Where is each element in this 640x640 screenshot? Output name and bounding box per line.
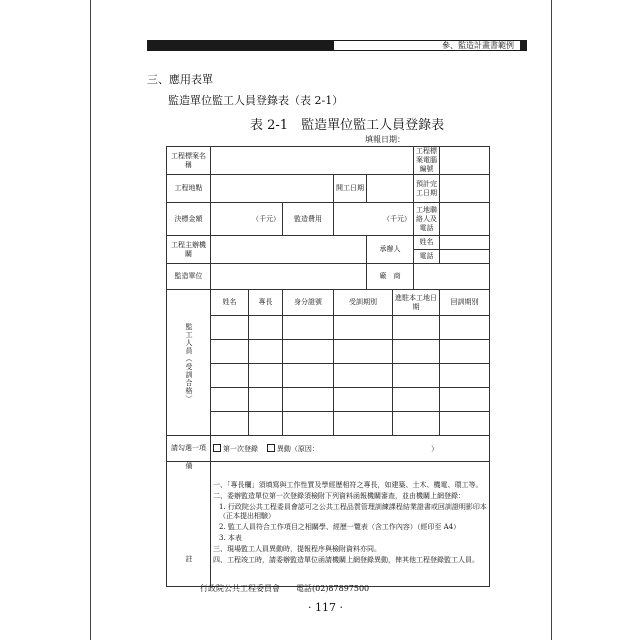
field-project-name[interactable] — [211, 147, 414, 175]
label-project-name: 工程標案名稱 — [167, 147, 211, 175]
cell[interactable] — [283, 412, 334, 436]
field-factory-vendor[interactable] — [414, 264, 490, 290]
cell[interactable] — [211, 388, 249, 412]
cell[interactable] — [283, 316, 334, 340]
cell[interactable] — [211, 364, 249, 388]
staff-label-text: 監工人員（受訓合格） — [185, 322, 193, 403]
label-supervision-unit: 監造單位 — [167, 264, 211, 290]
section-title: 三、應用表單 — [147, 73, 213, 86]
staff-row — [167, 412, 490, 436]
label-location: 工程地點 — [167, 175, 211, 203]
remark-4: 四、工程竣工時，請委辦監造單位函請機關上網登錄異動，俾其他工程登錄監工人員。 — [213, 556, 479, 564]
cell[interactable] — [249, 316, 283, 340]
remark-2-1: 1. 行政院公共工程委員會認可之公共工程品質管理訓練課程結業證書或回訓證明影印本（正本提出相驗） — [219, 503, 487, 520]
cell[interactable] — [249, 412, 283, 436]
col-specialty: 專長 — [249, 290, 283, 316]
cell[interactable] — [393, 412, 440, 436]
cell[interactable] — [440, 388, 490, 412]
field-phone[interactable] — [440, 250, 490, 264]
label-phone: 電話 — [414, 250, 440, 264]
cell[interactable] — [334, 316, 393, 340]
footer-contact: 行政院公共工程委員會 電話(02)87897500 — [200, 584, 370, 593]
remark-1: 一、「專長欄」須填寫與工作性質及學經歷相符之專長，如建築、土木、機電、環工等。 — [213, 481, 483, 489]
option-change: 異動（原因： — [276, 444, 319, 453]
cell[interactable] — [334, 388, 393, 412]
cell[interactable] — [393, 340, 440, 364]
cell[interactable] — [440, 340, 490, 364]
cell[interactable] — [249, 388, 283, 412]
cell[interactable] — [211, 412, 249, 436]
cell[interactable] — [211, 340, 249, 364]
staff-row — [167, 340, 490, 364]
label-start-date: 開工日期 — [334, 175, 367, 203]
cell[interactable] — [334, 340, 393, 364]
field-start-date[interactable] — [367, 175, 414, 203]
label-check-one: 請勾選一項 — [167, 436, 211, 462]
col-id-number: 身分證號 — [283, 290, 334, 316]
field-location[interactable] — [211, 175, 334, 203]
label-site-contact: 工地聯絡人及電話 — [414, 203, 440, 236]
cell[interactable] — [393, 316, 440, 340]
col-retraining-period: 回訓期別 — [440, 290, 490, 316]
col-arrival-date: 進駐本工地日期 — [393, 290, 440, 316]
cell[interactable] — [393, 364, 440, 388]
label-name: 姓名 — [414, 236, 440, 250]
remarks-content — [211, 462, 490, 587]
staff-row — [167, 364, 490, 388]
cell[interactable] — [283, 340, 334, 364]
staff-row — [167, 316, 490, 340]
header-tab: 參、監造計畫書範例 — [333, 40, 521, 51]
fill-date-label: 填報日期： — [365, 135, 405, 144]
checkbox-change[interactable] — [267, 444, 275, 452]
cell[interactable] — [334, 364, 393, 388]
field-supervision-unit[interactable] — [211, 264, 367, 290]
cell[interactable] — [283, 388, 334, 412]
remark-2-2: 2. 監工人員符合工作項目之相關學、經歷一覽表（含工作內容）（經印至 A4） — [219, 523, 461, 531]
cell[interactable] — [211, 316, 249, 340]
label-expected-completion: 預計完工日期 — [414, 175, 440, 203]
label-supervision-fee: 監造費用 — [283, 203, 334, 236]
field-host-agency[interactable] — [211, 236, 367, 264]
cell[interactable] — [249, 340, 283, 364]
remark-3: 三、現場監工人員異動時，提報程序與檢附資料亦同。 — [213, 545, 381, 553]
col-training-period: 受訓期別 — [334, 290, 393, 316]
label-factory-vendor: 廠 商 — [367, 264, 414, 290]
section-subtitle: 監造單位監工人員登錄表（表 2-1） — [168, 94, 344, 107]
cell[interactable] — [393, 388, 440, 412]
unit-thousand: （千元） — [211, 203, 283, 236]
checkbox-first-login[interactable] — [213, 444, 221, 452]
label-contractor-person: 承辦人 — [367, 236, 414, 264]
label-host-agency: 工程主辦機關 — [167, 236, 211, 264]
field-name[interactable] — [440, 236, 490, 250]
registration-form — [166, 146, 490, 587]
cell[interactable] — [440, 364, 490, 388]
staff-row — [167, 388, 490, 412]
unit-thousand-2: （千元） — [334, 203, 414, 236]
col-name: 姓名 — [211, 290, 249, 316]
cell[interactable] — [249, 364, 283, 388]
option-close: ） — [431, 444, 439, 453]
field-options — [211, 436, 490, 462]
label-contract-amount: 決標金額 — [167, 203, 211, 236]
page-number: · 117 · — [308, 601, 343, 614]
remark-2: 二、委辦監造單位第一次登錄須檢附下列資料函報機關審查，並由機關上網登錄： — [213, 492, 465, 500]
cell[interactable] — [440, 412, 490, 436]
cell[interactable] — [334, 412, 393, 436]
field-project-code[interactable] — [440, 147, 490, 175]
label-staff — [167, 290, 211, 436]
field-expected-completion[interactable] — [440, 175, 490, 203]
table-title: 表 2-1 監造單位監工人員登錄表 — [250, 118, 445, 133]
remark-2-3: 3. 本表 — [219, 534, 242, 542]
label-project-code: 工程標案電腦編號 — [414, 147, 440, 175]
option-first-login: 第一次登錄 — [223, 444, 258, 453]
remarks-label-text: 備 註 — [185, 462, 193, 586]
cell[interactable] — [440, 316, 490, 340]
field-site-contact[interactable] — [440, 203, 490, 236]
label-remarks — [167, 462, 211, 587]
cell[interactable] — [283, 364, 334, 388]
